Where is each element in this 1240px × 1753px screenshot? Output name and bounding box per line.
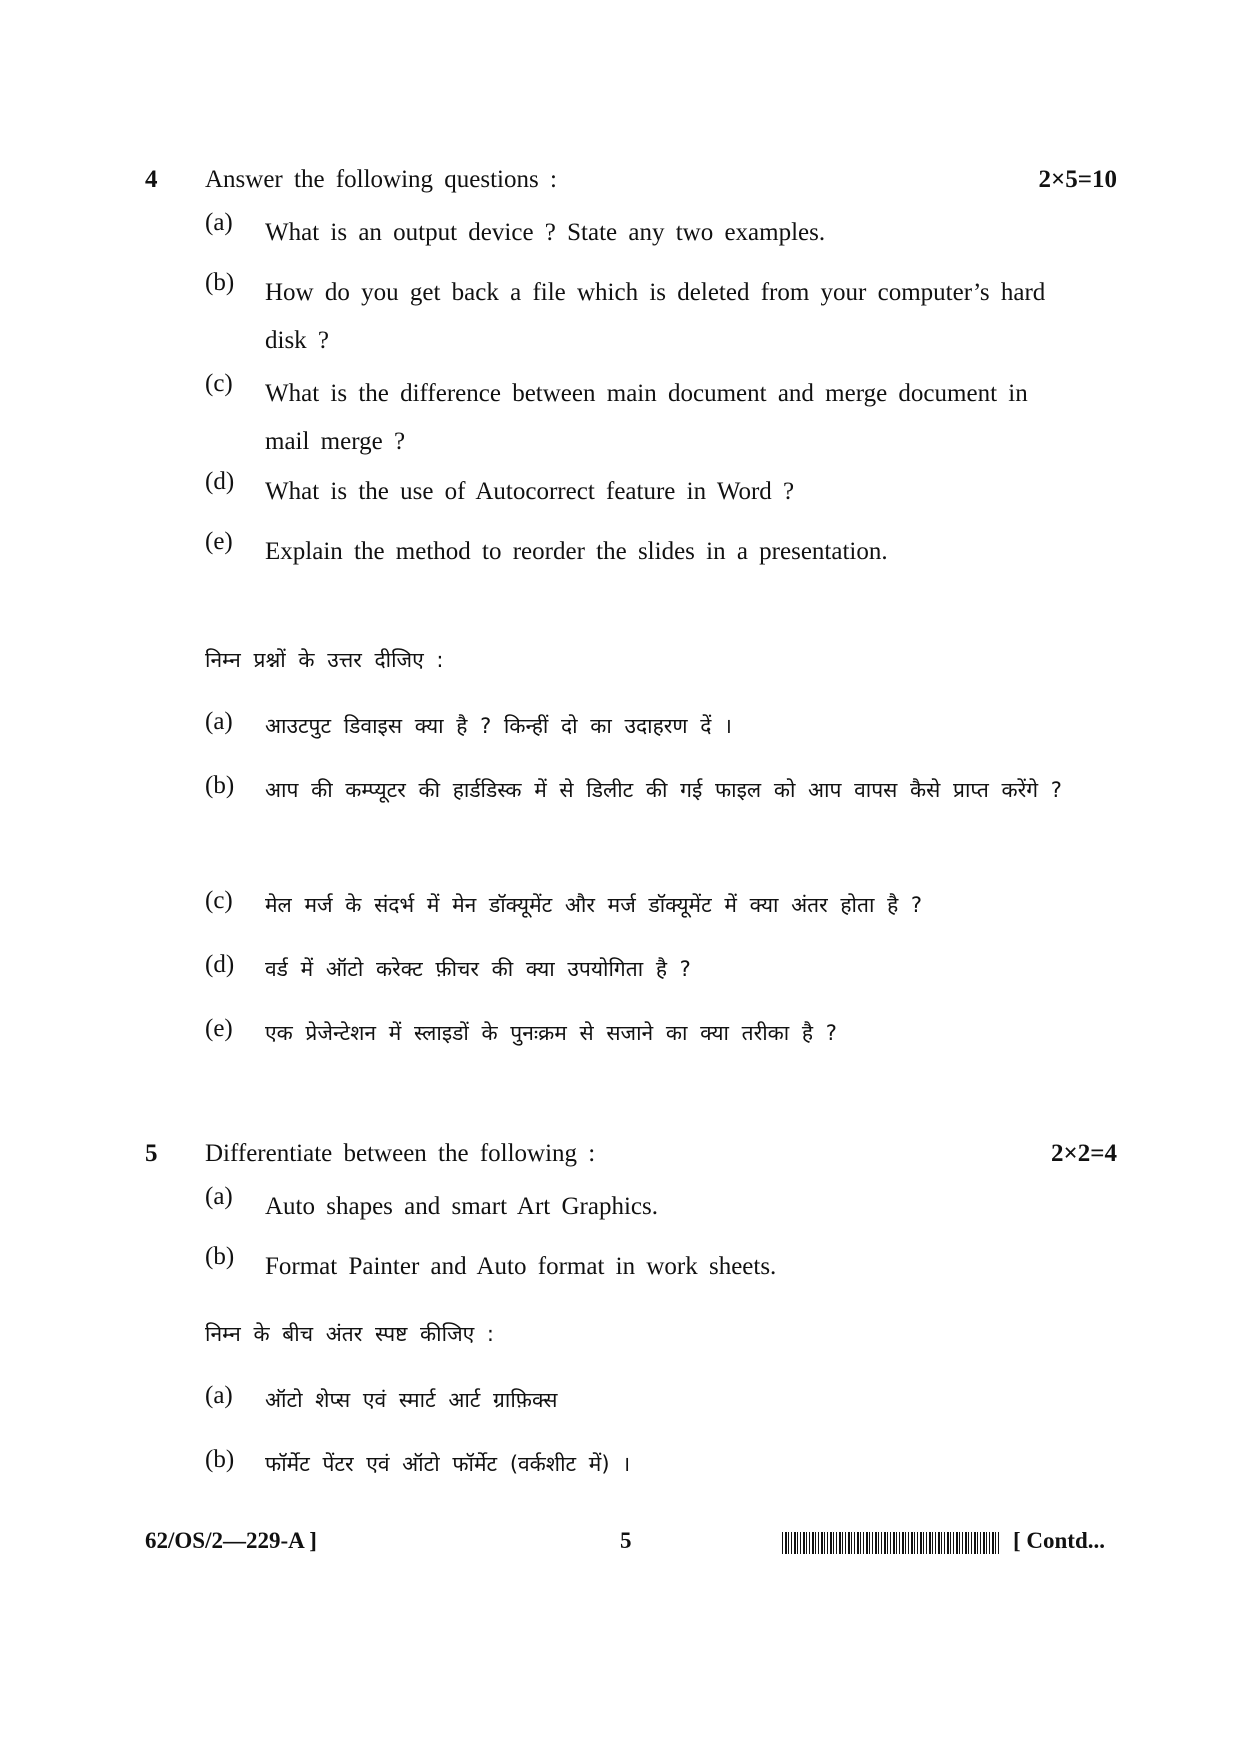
question-item	[205, 370, 1065, 466]
question-item	[205, 468, 1065, 516]
question-title-hindi: निम्न के बीच अंतर स्पष्ट कीजिए :	[205, 1322, 495, 1346]
item-text: What is the difference between main document and merge document in mail merge ?	[265, 380, 1028, 455]
question-item	[205, 528, 1065, 576]
item-label: (c)	[205, 887, 233, 914]
continued-label: [ Contd...	[1013, 1528, 1106, 1553]
item-label: (b)	[205, 772, 235, 799]
item-text: How do you get back a file which is deleted from your computer’s hard disk ?	[265, 279, 1046, 354]
question-item-hindi	[205, 1374, 1065, 1426]
item-text: Explain the method to reorder the slides in a presentation.	[265, 538, 888, 565]
item-text: Format Painter and Auto format in work sheets.	[265, 1253, 777, 1280]
question-item-hindi	[205, 879, 1065, 931]
question-item	[205, 1183, 1065, 1231]
question-item-hindi	[205, 943, 1065, 995]
page-footer	[0, 1528, 1240, 1560]
question-item-hindi	[205, 764, 1065, 816]
question-item-hindi	[205, 700, 1065, 752]
question-title: Differentiate between the following :	[205, 1140, 596, 1167]
barcode-icon	[782, 1532, 1000, 1554]
item-text: फॉर्मेट पेंटर एवं ऑटो फॉर्मेट (वर्कशीट में) ।	[265, 1452, 631, 1476]
question-number: 5	[145, 1140, 158, 1167]
question-item-hindi	[205, 1007, 1065, 1059]
question-item-hindi	[205, 1438, 1065, 1490]
question-item	[205, 1243, 1065, 1291]
question-marks: 2×5=10	[1038, 166, 1117, 193]
item-text: आप की कम्प्यूटर की हार्डडिस्क में से डिलीट की गई फाइल को आप वापस कैसे प्राप्त करेंगे ?	[265, 778, 1062, 802]
item-label: (e)	[205, 1015, 233, 1042]
page-number: 5	[620, 1528, 632, 1553]
item-label: (b)	[205, 1243, 235, 1270]
item-label: (a)	[205, 708, 233, 735]
item-label: (e)	[205, 528, 233, 555]
item-text: मेल मर्ज के संदर्भ में मेन डॉक्यूमेंट और मर्ज डॉक्यूमेंट में क्या अंतर होता है ?	[265, 893, 923, 917]
question-item	[205, 269, 1065, 365]
item-text: ऑटो शेप्स एवं स्मार्ट आर्ट ग्राफ़िक्स	[265, 1388, 558, 1412]
question-title: Answer the following questions :	[205, 166, 557, 193]
item-label: (d)	[205, 951, 235, 978]
question-number: 4	[145, 166, 158, 193]
item-label: (a)	[205, 209, 233, 236]
question-item	[205, 209, 1065, 257]
item-label: (a)	[205, 1382, 233, 1409]
item-text: Auto shapes and smart Art Graphics.	[265, 1193, 658, 1220]
item-label: (b)	[205, 269, 235, 296]
item-text: आउटपुट डिवाइस क्या है ? किन्हीं दो का उदाहरण दें ।	[265, 714, 732, 738]
question-marks: 2×2=4	[1051, 1140, 1117, 1167]
question-title-hindi: निम्न प्रश्नों के उत्तर दीजिए :	[205, 648, 444, 672]
item-text: एक प्रेजेन्टेशन में स्लाइडों के पुनःक्रम से सजाने का क्या तरीका है ?	[265, 1021, 837, 1045]
item-text: What is the use of Autocorrect feature in Word ?	[265, 478, 795, 505]
item-label: (d)	[205, 468, 235, 495]
item-label: (b)	[205, 1446, 235, 1473]
item-text: वर्ड में ऑटो करेक्ट फ़ीचर की क्या उपयोगिता है ?	[265, 957, 691, 981]
paper-code: 62/OS/2—229-A ]	[145, 1528, 317, 1553]
item-label: (a)	[205, 1183, 233, 1210]
item-text: What is an output device ? State any two examples.	[265, 219, 826, 246]
item-label: (c)	[205, 370, 233, 397]
